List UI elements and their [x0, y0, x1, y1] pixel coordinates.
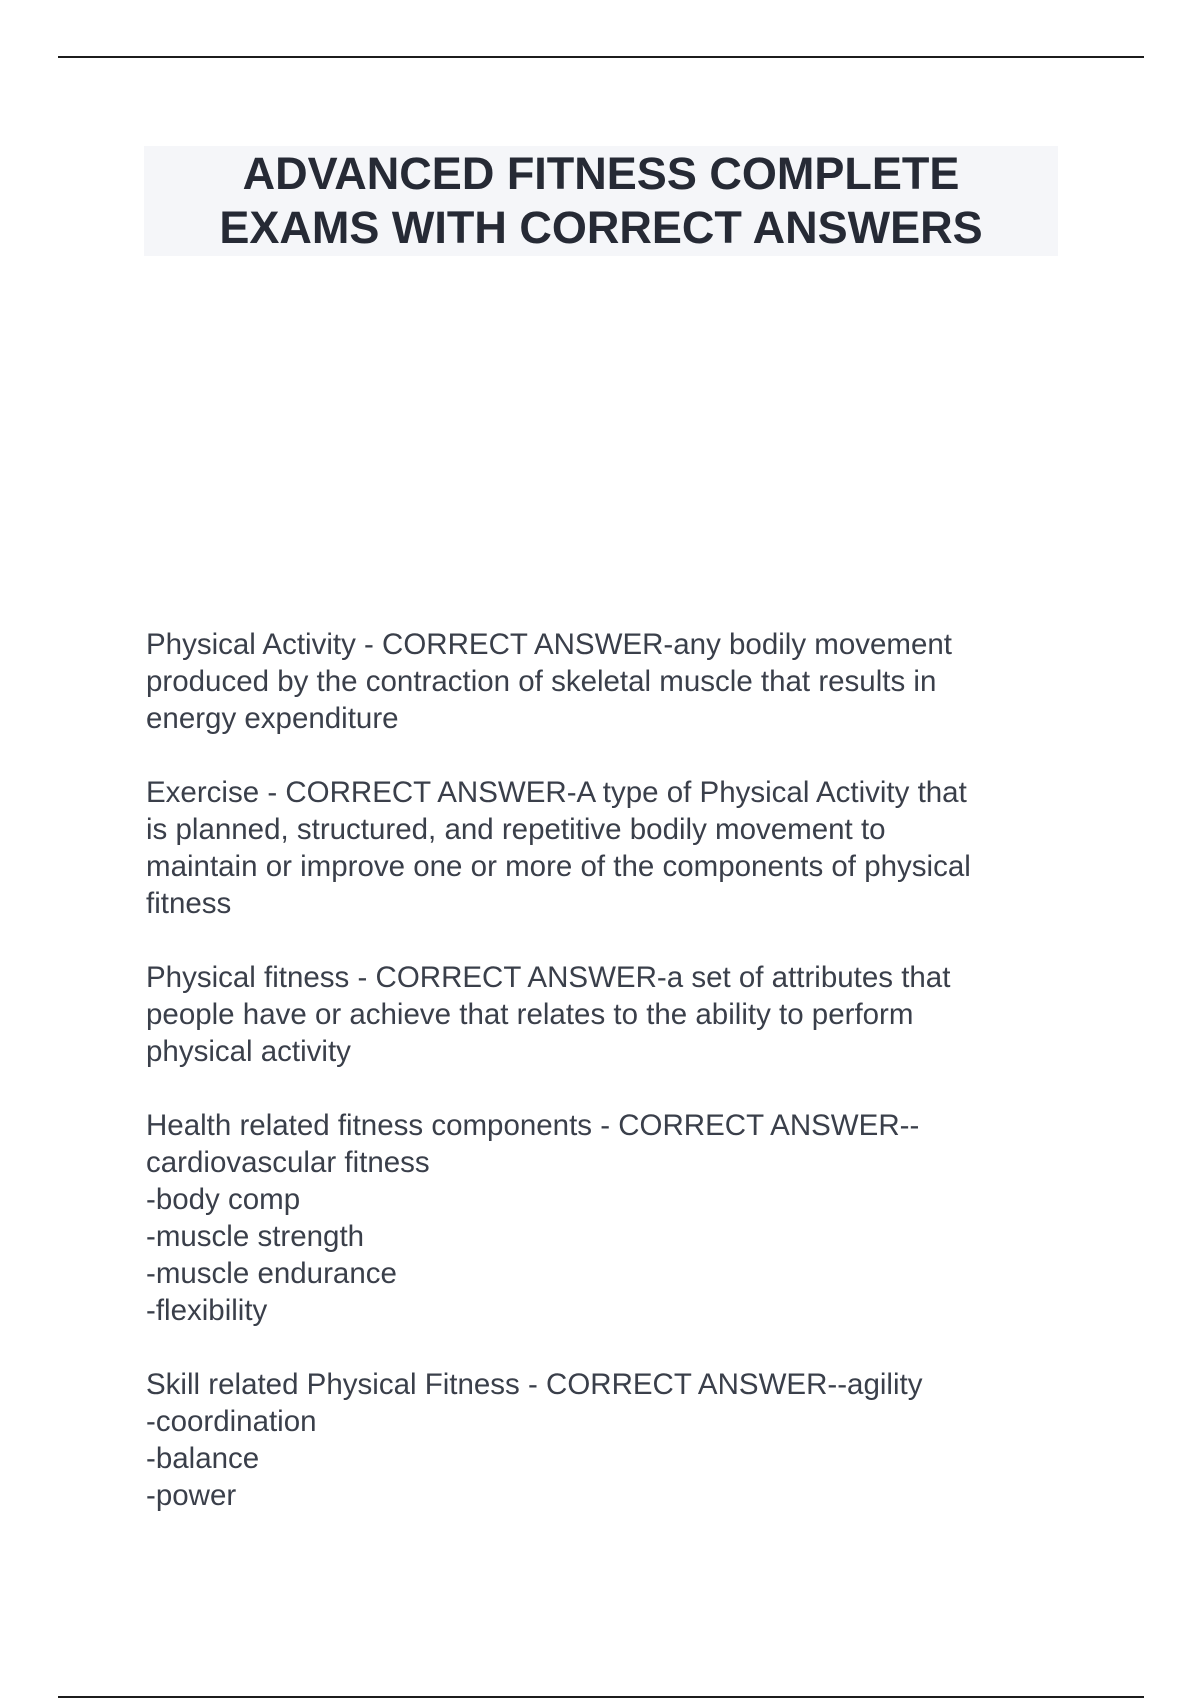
entry-line: is planned, structured, and repetitive bodily movement to	[146, 813, 886, 846]
entry-line: Physical Activity - CORRECT ANSWER-any bodily movement	[146, 628, 953, 661]
entry-line: -muscle strength	[146, 1220, 365, 1253]
entry-line: -muscle endurance	[146, 1257, 397, 1290]
entry-line: -body comp	[146, 1183, 301, 1216]
answer-list	[146, 626, 1066, 1551]
entry-line: Health related fitness components - CORRECT ANSWER--	[146, 1109, 920, 1142]
entry-line: -power	[146, 1479, 237, 1512]
entry-line: -balance	[146, 1442, 260, 1475]
title-banner	[144, 146, 1058, 256]
entry-line: physical activity	[146, 1035, 351, 1068]
entry-physical-fitness	[146, 959, 1066, 1070]
entry-line: Physical fitness - CORRECT ANSWER-a set of attributes that	[146, 961, 951, 994]
entry-line: energy expenditure	[146, 702, 399, 735]
top-rule	[58, 56, 1144, 58]
entry-physical-activity	[146, 626, 1066, 737]
entry-health-related-components	[146, 1107, 1066, 1329]
entry-exercise	[146, 774, 1066, 922]
bottom-rule	[58, 1696, 1144, 1698]
title-line-1: ADVANCED FITNESS COMPLETE	[242, 148, 960, 199]
entry-line: -coordination	[146, 1405, 317, 1438]
entry-line: people have or achieve that relates to the ability to perform	[146, 998, 914, 1031]
entry-line: -flexibility	[146, 1294, 268, 1327]
entry-line: Skill related Physical Fitness - CORRECT ANSWER--agility	[146, 1368, 923, 1401]
entry-line: maintain or improve one or more of the components of physical	[146, 850, 971, 883]
entry-skill-related-fitness	[146, 1366, 1066, 1514]
document-title	[144, 147, 1058, 255]
entry-line: cardiovascular fitness	[146, 1146, 430, 1179]
entry-line: produced by the contraction of skeletal muscle that results in	[146, 665, 937, 698]
entry-line: Exercise - CORRECT ANSWER-A type of Physical Activity that	[146, 776, 967, 809]
entry-line: fitness	[146, 887, 232, 920]
title-line-2: EXAMS WITH CORRECT ANSWERS	[219, 202, 983, 253]
